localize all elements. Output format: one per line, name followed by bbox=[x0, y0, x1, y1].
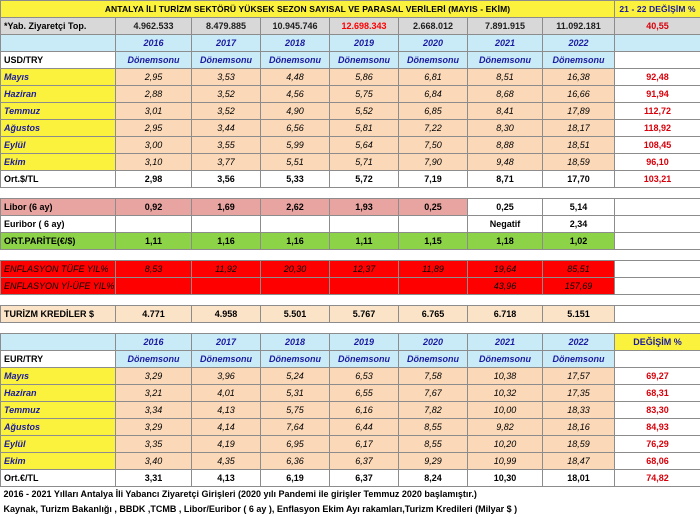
euribor-value bbox=[330, 216, 399, 233]
page-title: ANTALYA İLİ TURİZM SEKTÖRÜ YÜKSEK SEZON SAYISAL VE PARASAL VERİLERİ (MAYIS - EKİM) bbox=[1, 1, 615, 18]
rate-value: 3,52 bbox=[192, 86, 261, 103]
eur-month-row bbox=[1, 419, 700, 436]
rate-value: 8,41 bbox=[468, 103, 543, 120]
avg-value: 5,33 bbox=[261, 171, 330, 188]
period-label: Dönemsonu bbox=[399, 351, 468, 368]
libor-value: 0,25 bbox=[468, 199, 543, 216]
month-label: Ekim bbox=[1, 453, 116, 470]
tufe-value: 85,51 bbox=[543, 261, 615, 278]
rate-value: 5,99 bbox=[261, 137, 330, 154]
parity-value: 1,11 bbox=[116, 233, 192, 250]
rate-value: 8,30 bbox=[468, 120, 543, 137]
rate-value: 16,66 bbox=[543, 86, 615, 103]
ufe-value bbox=[192, 278, 261, 295]
change-value: 118,92 bbox=[615, 120, 700, 137]
euribor-value bbox=[261, 216, 330, 233]
rate-value: 4,35 bbox=[192, 453, 261, 470]
usd-year-row bbox=[1, 35, 700, 52]
rate-value: 6,36 bbox=[261, 453, 330, 470]
rate-value: 2,88 bbox=[116, 86, 192, 103]
visitors-row bbox=[1, 18, 700, 35]
rate-value: 3,34 bbox=[116, 402, 192, 419]
rate-value: 18,59 bbox=[543, 436, 615, 453]
avg-value: 10,30 bbox=[468, 470, 543, 487]
credits-value: 5.151 bbox=[543, 306, 615, 323]
rate-value: 5,75 bbox=[261, 402, 330, 419]
rate-value: 10,20 bbox=[468, 436, 543, 453]
change-value: 84,93 bbox=[615, 419, 700, 436]
period-label: Dönemsonu bbox=[543, 52, 615, 69]
parity-value: 1,18 bbox=[468, 233, 543, 250]
change-value: 108,45 bbox=[615, 137, 700, 154]
change-header: 21 - 22 DEĞİŞİM % bbox=[615, 1, 700, 18]
euribor-value: 2,34 bbox=[543, 216, 615, 233]
credits-value: 5.501 bbox=[261, 306, 330, 323]
avg-change: 103,21 bbox=[615, 171, 700, 188]
euribor-value: Negatif bbox=[468, 216, 543, 233]
visitor-value: 7.891.915 bbox=[468, 18, 543, 35]
rate-value: 7,64 bbox=[261, 419, 330, 436]
avg-value: 5,72 bbox=[330, 171, 399, 188]
period-label: Dönemsonu bbox=[192, 52, 261, 69]
year-header: 2022 bbox=[543, 35, 615, 52]
usd-month-row bbox=[1, 69, 700, 86]
rate-value: 3,77 bbox=[192, 154, 261, 171]
month-label: Temmuz bbox=[1, 103, 116, 120]
rate-value: 6,56 bbox=[261, 120, 330, 137]
libor-label: Libor (6 ay) bbox=[1, 199, 116, 216]
tufe-value: 8,53 bbox=[116, 261, 192, 278]
avg-value: 8,24 bbox=[399, 470, 468, 487]
usd-month-row bbox=[1, 154, 700, 171]
parity-row bbox=[1, 233, 700, 250]
rate-value: 6,37 bbox=[330, 453, 399, 470]
footnote-row bbox=[1, 502, 700, 517]
ufe-row bbox=[1, 278, 700, 295]
period-label: Dönemsonu bbox=[543, 351, 615, 368]
year-header-last: DEĞİŞİM % bbox=[615, 334, 700, 351]
title-row bbox=[1, 1, 700, 18]
parity-value: 1,16 bbox=[261, 233, 330, 250]
change-value: 112,72 bbox=[615, 103, 700, 120]
footnote-visitors: 2016 - 2021 Yılları Antalya İli Yabancı Ziyaretçi Girişleri (2020 yılı Pandemi ile girişler Temmuz 2020 başlamıştır.) bbox=[1, 487, 700, 503]
libor-value: 2,62 bbox=[261, 199, 330, 216]
credits-row bbox=[1, 306, 700, 323]
usd-month-row bbox=[1, 86, 700, 103]
tufe-value: 11,92 bbox=[192, 261, 261, 278]
credits-value: 4.958 bbox=[192, 306, 261, 323]
avg-change: 74,82 bbox=[615, 470, 700, 487]
spacer-row bbox=[1, 188, 700, 199]
eur-year-row bbox=[1, 334, 700, 351]
rate-value: 18,16 bbox=[543, 419, 615, 436]
spacer-cell bbox=[1, 250, 700, 261]
avg-value: 18,01 bbox=[543, 470, 615, 487]
rate-value: 3,29 bbox=[116, 368, 192, 385]
footnote-source: Kaynak, Turizm Bakanlığı , BBDK ,TCMB , Libor/Euribor ( 6 ay ), Enflasyon Ekim Ayı rakamları,Turizm Kredileri (Milyar $ ) bbox=[1, 502, 700, 517]
rate-value: 16,38 bbox=[543, 69, 615, 86]
visitor-value: 4.962.533 bbox=[116, 18, 192, 35]
libor-row bbox=[1, 199, 700, 216]
tufe-value: 12,37 bbox=[330, 261, 399, 278]
visitors-label: *Yab. Ziyaretçi Top. bbox=[1, 18, 116, 35]
parity-value: 1,02 bbox=[543, 233, 615, 250]
euribor-value bbox=[192, 216, 261, 233]
visitor-value: 12.698.343 bbox=[330, 18, 399, 35]
change-value: 76,29 bbox=[615, 436, 700, 453]
footnote-row bbox=[1, 487, 700, 503]
year-header: 2020 bbox=[399, 35, 468, 52]
rate-value: 6,81 bbox=[399, 69, 468, 86]
visitor-value: 11.092.181 bbox=[543, 18, 615, 35]
rate-value: 2,95 bbox=[116, 120, 192, 137]
year-header: 2019 bbox=[330, 35, 399, 52]
avg-value: 8,71 bbox=[468, 171, 543, 188]
rate-value: 8,88 bbox=[468, 137, 543, 154]
avg-value: 17,70 bbox=[543, 171, 615, 188]
avg-value: 2,98 bbox=[116, 171, 192, 188]
period-label: Dönemsonu bbox=[468, 52, 543, 69]
spacer-cell bbox=[1, 323, 700, 334]
spacer-cell bbox=[1, 188, 700, 199]
period-label: Dönemsonu bbox=[399, 52, 468, 69]
year-header: 2017 bbox=[192, 334, 261, 351]
rate-value: 10,38 bbox=[468, 368, 543, 385]
rate-value: 3,21 bbox=[116, 385, 192, 402]
rate-value: 3,53 bbox=[192, 69, 261, 86]
month-label: Mayıs bbox=[1, 368, 116, 385]
rate-value: 6,95 bbox=[261, 436, 330, 453]
credits-label: TURİZM KREDİLER $ bbox=[1, 306, 116, 323]
rate-value: 9,48 bbox=[468, 154, 543, 171]
tufe-label: ENFLASYON TÜFE YIL% bbox=[1, 261, 116, 278]
year-header-blank bbox=[1, 35, 116, 52]
parity-value: 1,15 bbox=[399, 233, 468, 250]
rate-value: 5,75 bbox=[330, 86, 399, 103]
rate-value: 6,55 bbox=[330, 385, 399, 402]
parity-value: 1,16 bbox=[192, 233, 261, 250]
rate-value: 10,00 bbox=[468, 402, 543, 419]
rate-value: 3,35 bbox=[116, 436, 192, 453]
change-value: 91,94 bbox=[615, 86, 700, 103]
rate-value: 3,00 bbox=[116, 137, 192, 154]
period-label: Dönemsonu bbox=[330, 52, 399, 69]
rate-value: 5,52 bbox=[330, 103, 399, 120]
usd-period-row bbox=[1, 52, 700, 69]
avg-label: Ort.€/TL bbox=[1, 470, 116, 487]
year-header: 2018 bbox=[261, 334, 330, 351]
ufe-label: ENFLASYON Yİ-ÜFE YIL% bbox=[1, 278, 116, 295]
rate-value: 8,55 bbox=[399, 419, 468, 436]
credits-value: 5.767 bbox=[330, 306, 399, 323]
month-label: Ağustos bbox=[1, 120, 116, 137]
tufe-value: 20,30 bbox=[261, 261, 330, 278]
ufe-value: 43,96 bbox=[468, 278, 543, 295]
rate-value: 7,90 bbox=[399, 154, 468, 171]
rate-value: 3,01 bbox=[116, 103, 192, 120]
rate-value: 10,99 bbox=[468, 453, 543, 470]
year-header-blank bbox=[1, 334, 116, 351]
period-blank bbox=[615, 351, 700, 368]
rate-value: 4,13 bbox=[192, 402, 261, 419]
rate-value: 3,44 bbox=[192, 120, 261, 137]
rate-value: 7,50 bbox=[399, 137, 468, 154]
avg-value: 3,31 bbox=[116, 470, 192, 487]
rate-value: 8,51 bbox=[468, 69, 543, 86]
usd-month-row bbox=[1, 103, 700, 120]
avg-value: 6,37 bbox=[330, 470, 399, 487]
libor-value: 1,69 bbox=[192, 199, 261, 216]
rate-value: 18,33 bbox=[543, 402, 615, 419]
credits-value: 6.718 bbox=[468, 306, 543, 323]
period-label: Dönemsonu bbox=[192, 351, 261, 368]
euribor-blank bbox=[615, 216, 700, 233]
avg-value: 3,56 bbox=[192, 171, 261, 188]
credits-blank bbox=[615, 306, 700, 323]
change-value: 68,31 bbox=[615, 385, 700, 402]
spacer-row bbox=[1, 250, 700, 261]
currency-label: USD/TRY bbox=[1, 52, 116, 69]
rate-value: 6,16 bbox=[330, 402, 399, 419]
year-header: 2019 bbox=[330, 334, 399, 351]
libor-value: 0,92 bbox=[116, 199, 192, 216]
avg-value: 4,13 bbox=[192, 470, 261, 487]
rate-value: 17,57 bbox=[543, 368, 615, 385]
rate-value: 4,01 bbox=[192, 385, 261, 402]
visitor-value: 8.479.885 bbox=[192, 18, 261, 35]
rate-value: 18,47 bbox=[543, 453, 615, 470]
month-label: Temmuz bbox=[1, 402, 116, 419]
rate-value: 2,95 bbox=[116, 69, 192, 86]
rate-value: 6,44 bbox=[330, 419, 399, 436]
rate-value: 5,71 bbox=[330, 154, 399, 171]
month-label: Haziran bbox=[1, 385, 116, 402]
libor-value: 1,93 bbox=[330, 199, 399, 216]
change-value: 68,06 bbox=[615, 453, 700, 470]
usd-month-row bbox=[1, 137, 700, 154]
rate-value: 6,17 bbox=[330, 436, 399, 453]
rate-value: 6,84 bbox=[399, 86, 468, 103]
tufe-value: 19,64 bbox=[468, 261, 543, 278]
parity-label: ORT.PARİTE(€/$) bbox=[1, 233, 116, 250]
rate-value: 18,59 bbox=[543, 154, 615, 171]
rate-value: 5,86 bbox=[330, 69, 399, 86]
rate-value: 3,96 bbox=[192, 368, 261, 385]
year-header: 2021 bbox=[468, 35, 543, 52]
visitor-value: 2.668.012 bbox=[399, 18, 468, 35]
rate-value: 4,14 bbox=[192, 419, 261, 436]
libor-blank bbox=[615, 199, 700, 216]
month-label: Haziran bbox=[1, 86, 116, 103]
parity-blank bbox=[615, 233, 700, 250]
period-blank bbox=[615, 52, 700, 69]
eur-avg-row bbox=[1, 470, 700, 487]
rate-value: 6,53 bbox=[330, 368, 399, 385]
month-label: Eylül bbox=[1, 436, 116, 453]
rate-value: 18,17 bbox=[543, 120, 615, 137]
currency-label: EUR/TRY bbox=[1, 351, 116, 368]
eur-month-row bbox=[1, 453, 700, 470]
avg-value: 7,19 bbox=[399, 171, 468, 188]
rate-value: 4,56 bbox=[261, 86, 330, 103]
year-header-last bbox=[615, 35, 700, 52]
libor-value: 5,14 bbox=[543, 199, 615, 216]
ufe-value bbox=[330, 278, 399, 295]
rate-value: 9,29 bbox=[399, 453, 468, 470]
rate-value: 4,90 bbox=[261, 103, 330, 120]
rate-value: 17,89 bbox=[543, 103, 615, 120]
year-header: 2016 bbox=[116, 35, 192, 52]
rate-value: 5,51 bbox=[261, 154, 330, 171]
rate-value: 7,82 bbox=[399, 402, 468, 419]
year-header: 2017 bbox=[192, 35, 261, 52]
period-label: Dönemsonu bbox=[116, 52, 192, 69]
month-label: Eylül bbox=[1, 137, 116, 154]
avg-label: Ort.$/TL bbox=[1, 171, 116, 188]
change-value: 96,10 bbox=[615, 154, 700, 171]
eur-month-row bbox=[1, 368, 700, 385]
ufe-value bbox=[116, 278, 192, 295]
rate-value: 3,52 bbox=[192, 103, 261, 120]
month-label: Ekim bbox=[1, 154, 116, 171]
euribor-row bbox=[1, 216, 700, 233]
rate-value: 7,22 bbox=[399, 120, 468, 137]
rate-value: 8,55 bbox=[399, 436, 468, 453]
ufe-blank bbox=[615, 278, 700, 295]
eur-period-row bbox=[1, 351, 700, 368]
ufe-value: 157,69 bbox=[543, 278, 615, 295]
spacer-row bbox=[1, 295, 700, 306]
period-label: Dönemsonu bbox=[330, 351, 399, 368]
ufe-value bbox=[261, 278, 330, 295]
rate-value: 5,24 bbox=[261, 368, 330, 385]
credits-value: 4.771 bbox=[116, 306, 192, 323]
period-label: Dönemsonu bbox=[261, 52, 330, 69]
rate-value: 4,19 bbox=[192, 436, 261, 453]
period-label: Dönemsonu bbox=[261, 351, 330, 368]
usd-month-row bbox=[1, 120, 700, 137]
euribor-value bbox=[116, 216, 192, 233]
ufe-value bbox=[399, 278, 468, 295]
rate-value: 3,29 bbox=[116, 419, 192, 436]
rate-value: 4,48 bbox=[261, 69, 330, 86]
year-header: 2018 bbox=[261, 35, 330, 52]
rate-value: 3,55 bbox=[192, 137, 261, 154]
rate-value: 8,68 bbox=[468, 86, 543, 103]
rate-value: 9,82 bbox=[468, 419, 543, 436]
period-label: Dönemsonu bbox=[116, 351, 192, 368]
period-label: Dönemsonu bbox=[468, 351, 543, 368]
tufe-row bbox=[1, 261, 700, 278]
rate-value: 7,67 bbox=[399, 385, 468, 402]
rate-value: 17,35 bbox=[543, 385, 615, 402]
change-value: 83,30 bbox=[615, 402, 700, 419]
year-header: 2016 bbox=[116, 334, 192, 351]
change-value: 92,48 bbox=[615, 69, 700, 86]
change-value: 69,27 bbox=[615, 368, 700, 385]
rate-value: 3,10 bbox=[116, 154, 192, 171]
year-header: 2022 bbox=[543, 334, 615, 351]
spacer-cell bbox=[1, 295, 700, 306]
eur-month-row bbox=[1, 385, 700, 402]
rate-value: 3,40 bbox=[116, 453, 192, 470]
eur-month-row bbox=[1, 436, 700, 453]
month-label: Ağustos bbox=[1, 419, 116, 436]
rate-value: 7,58 bbox=[399, 368, 468, 385]
rate-value: 5,81 bbox=[330, 120, 399, 137]
libor-value: 0,25 bbox=[399, 199, 468, 216]
rate-value: 6,85 bbox=[399, 103, 468, 120]
rate-value: 10,32 bbox=[468, 385, 543, 402]
year-header: 2021 bbox=[468, 334, 543, 351]
tufe-blank bbox=[615, 261, 700, 278]
parity-value: 1,11 bbox=[330, 233, 399, 250]
year-header: 2020 bbox=[399, 334, 468, 351]
euribor-value bbox=[399, 216, 468, 233]
eur-month-row bbox=[1, 402, 700, 419]
rate-value: 5,64 bbox=[330, 137, 399, 154]
spacer-row bbox=[1, 323, 700, 334]
euribor-label: Euribor ( 6 ay) bbox=[1, 216, 116, 233]
visitors-change: 40,55 bbox=[615, 18, 700, 35]
rate-value: 5,31 bbox=[261, 385, 330, 402]
credits-value: 6.765 bbox=[399, 306, 468, 323]
tufe-value: 11,89 bbox=[399, 261, 468, 278]
rate-value: 18,51 bbox=[543, 137, 615, 154]
visitor-value: 10.945.746 bbox=[261, 18, 330, 35]
usd-avg-row bbox=[1, 171, 700, 188]
avg-value: 6,19 bbox=[261, 470, 330, 487]
month-label: Mayıs bbox=[1, 69, 116, 86]
